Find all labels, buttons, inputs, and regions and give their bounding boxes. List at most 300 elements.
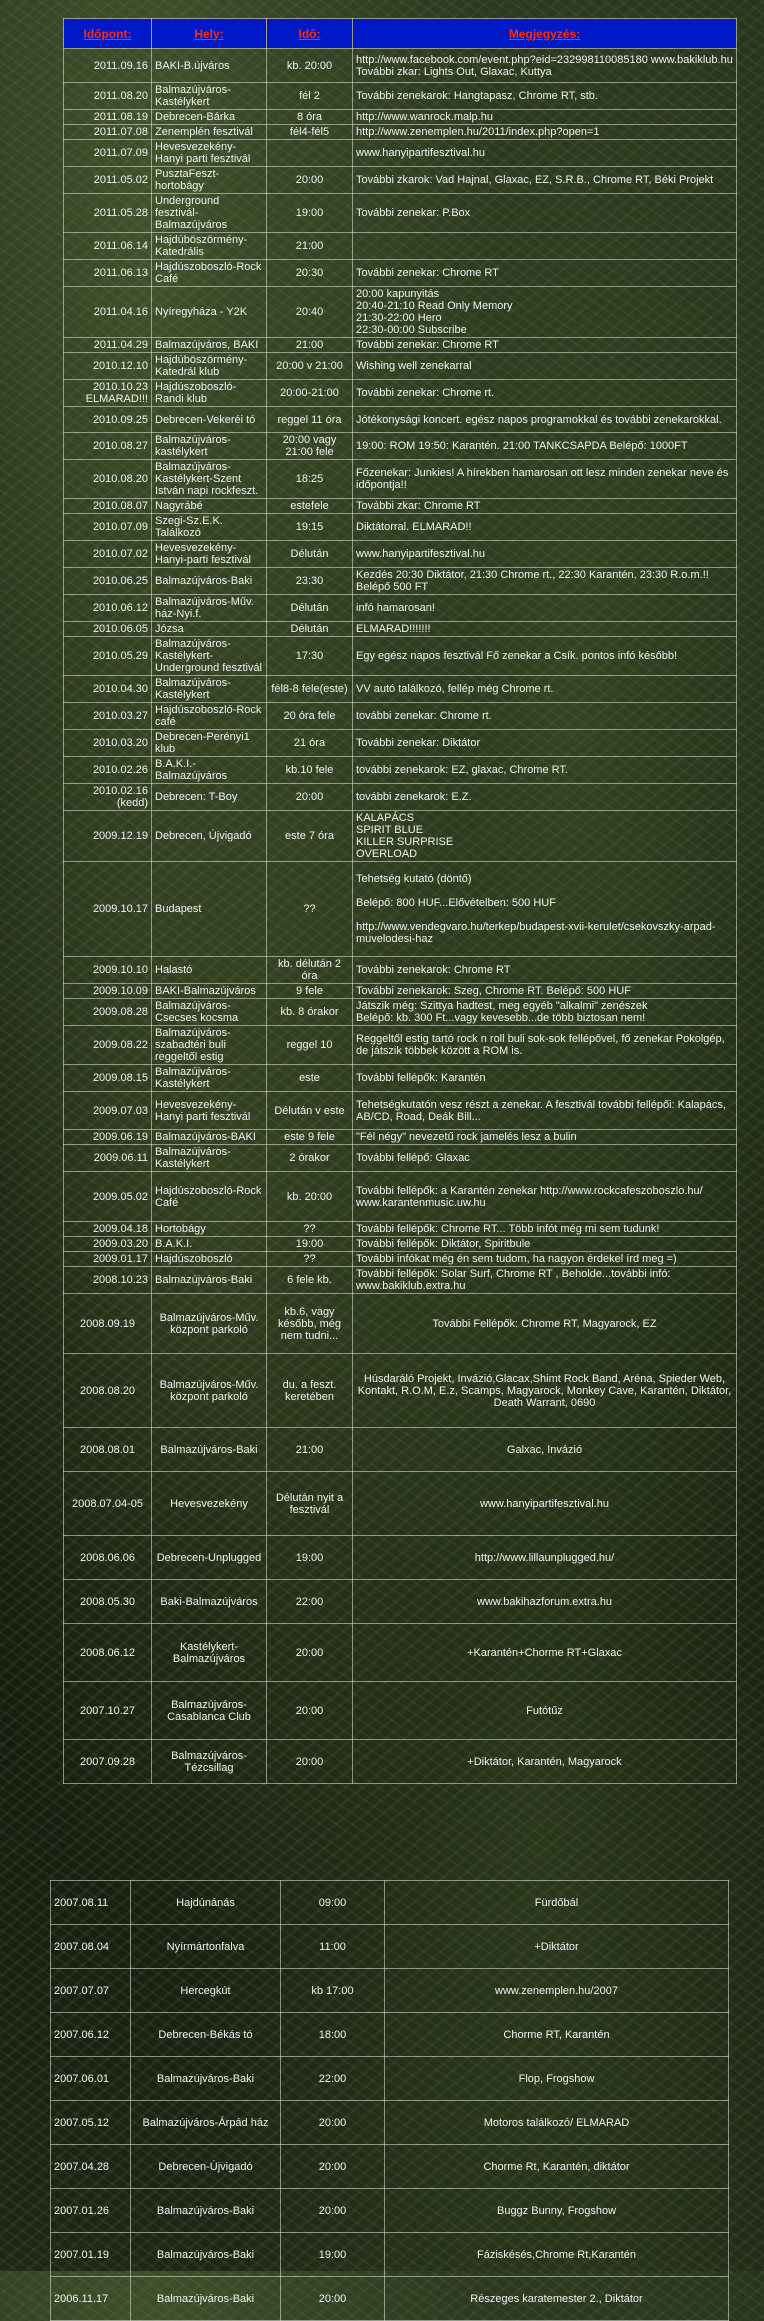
cell-date: 2011.05.02: [64, 167, 152, 194]
cell-place: Hajdúnánás: [131, 1881, 281, 1925]
events-table-wrapper: [63, 18, 736, 1784]
cell-time: 18:00: [281, 2013, 385, 2057]
cell-time: 19:00: [267, 194, 353, 233]
cell-place: Balmazújváros-Kastélykert: [152, 676, 267, 703]
cell-time: Délután: [267, 622, 353, 637]
cell-time: 20:00-21:00: [267, 380, 353, 407]
cell-time: 20:00: [267, 1624, 353, 1682]
table-row: [64, 407, 737, 433]
table-row: [64, 1354, 737, 1428]
cell-date: 2009.12.19: [64, 811, 152, 862]
cell-time: 22:00: [281, 2057, 385, 2101]
cell-time: 20:00: [267, 167, 353, 194]
events-table: [63, 18, 737, 1784]
cell-date: 2009.08.15: [64, 1065, 152, 1092]
cell-place: Balmazújváros-Tézcsillag: [152, 1740, 267, 1784]
table-row: [64, 1092, 737, 1130]
cell-time: 8 óra: [267, 110, 353, 125]
table-row: [64, 1580, 737, 1624]
cell-time: 20:00: [267, 1740, 353, 1784]
cell-note: Fáziskésés,Chrome Rt,Karantén: [385, 2233, 729, 2277]
table-row: [64, 1252, 737, 1267]
cell-date: 2009.05.02: [64, 1172, 152, 1222]
cell-place: Nyírmártonfalva: [131, 1925, 281, 1969]
cell-date: 2009.03.20: [64, 1237, 152, 1252]
cell-place: Nyíregyháza - Y2K: [152, 287, 267, 338]
cell-note: Főzenekar: Junkies! A hírekben hamarosan ott lesz minden zenekar neve és időpontja!!: [353, 460, 737, 499]
cell-note: Chorme RT, Karantén: [385, 2013, 729, 2057]
cell-note: További zenekar: Chrome RT: [353, 338, 737, 353]
table-row: [64, 541, 737, 568]
cell-time: Délután: [267, 541, 353, 568]
cell-note: Flop, Frogshow: [385, 2057, 729, 2101]
cell-place: Debrecen: T-Boy: [152, 784, 267, 811]
cell-place: Hajdúszoboszló-Rock Café: [152, 260, 267, 287]
cell-date: 2008.10.23: [64, 1267, 152, 1294]
cell-time: 20:00: [281, 2189, 385, 2233]
cell-place: Hevesvezekény: [152, 1472, 267, 1536]
cell-date: 2010.08.20: [64, 460, 152, 499]
cell-time: Délután v este: [267, 1092, 353, 1130]
cell-time: Délután nyit a fesztivál: [267, 1472, 353, 1536]
cell-time: kb. 20:00: [267, 1172, 353, 1222]
cell-place: Halastó: [152, 957, 267, 984]
cell-place: Debrecen, Újvigadó: [152, 811, 267, 862]
cell-date: 2011.07.08: [64, 125, 152, 140]
cell-date: 2011.05.28: [64, 194, 152, 233]
cell-note: További fellépők: Chrome RT... Több infót még mi sem tudunk!: [353, 1222, 737, 1237]
cell-date: 2010.09.25: [64, 407, 152, 433]
cell-note: További fellépők: Karantén: [353, 1065, 737, 1092]
table-row: [64, 338, 737, 353]
cell-place: Balmazújváros-Baki: [131, 2057, 281, 2101]
cell-time: ??: [267, 862, 353, 957]
cell-date: 2007.01.26: [51, 2189, 131, 2233]
cell-place: Hajdúböszörmény-Katedrál klub: [152, 353, 267, 380]
cell-time: 22:00: [267, 1580, 353, 1624]
cell-place: Debrecen-Unplugged: [152, 1536, 267, 1580]
cell-place: Kastélykert-Balmazújváros: [152, 1624, 267, 1682]
cell-time: du. a feszt. keretében: [267, 1354, 353, 1428]
cell-place: Zenemplén fesztivál: [152, 125, 267, 140]
cell-note: www.bakihazforum.extra.hu: [353, 1580, 737, 1624]
cell-note: További zenekar: P.Box: [353, 194, 737, 233]
cell-date: 2010.02.26: [64, 757, 152, 784]
table-row: [64, 1145, 737, 1172]
table-row: [64, 287, 737, 338]
cell-place: Balmazújváros-szabadtéri buli reggeltől estig: [152, 1026, 267, 1065]
cell-place: Hajdúszoboszló-Randi klub: [152, 380, 267, 407]
cell-note: További fellépő: Glaxac: [353, 1145, 737, 1172]
events-body-2: [51, 1881, 729, 2321]
cell-note: [353, 233, 737, 260]
cell-place: Balmazújváros-Baki: [152, 568, 267, 595]
cell-place: Balmazújváros-Kastélykert-Underground fesztivál: [152, 637, 267, 676]
cell-note: További Fellépők: Chrome RT, Magyarock, EZ: [353, 1294, 737, 1354]
cell-place: Debrecen-Bárka: [152, 110, 267, 125]
cell-date: 2008.07.04-05: [64, 1472, 152, 1536]
cell-place: Budapest: [152, 862, 267, 957]
cell-time: fél 2: [267, 83, 353, 110]
cell-note: Húsdaráló Projekt, Invázió,Glacax,Shimt Rock Band, Aréna, Spieder Web, Kontakt, R.O.M, E.z, Scamps, Magyarock, Monkey Cave, Karantén, Diktátor, Death Warrant, 0690: [353, 1354, 737, 1428]
cell-place: Balmazújváros-Kastélykert: [152, 83, 267, 110]
cell-date: 2009.08.28: [64, 999, 152, 1026]
cell-place: BAKI-B.újváros: [152, 49, 267, 83]
cell-place: Balmazújváros-Kastélykert: [152, 1065, 267, 1092]
table-row: [51, 2233, 729, 2277]
events-body: [64, 49, 737, 1784]
cell-date: 2010.12.10: [64, 353, 152, 380]
cell-time: 20:00: [267, 784, 353, 811]
table-header-row: [64, 19, 737, 49]
cell-place: Debrecen-Újvigadó: [131, 2145, 281, 2189]
cell-note: további zenekarok: E.Z.: [353, 784, 737, 811]
cell-place: Balmazújváros-BAKI: [152, 1130, 267, 1145]
cell-date: 2010.05.29: [64, 637, 152, 676]
table-row: [64, 568, 737, 595]
cell-time: ??: [267, 1222, 353, 1237]
table-row: [64, 1130, 737, 1145]
table-row: [64, 499, 737, 514]
cell-time: 21:00: [267, 233, 353, 260]
cell-place: Hajdúböszörmény-Katedrális: [152, 233, 267, 260]
table-row: [64, 1536, 737, 1580]
cell-note: http://www.wanrock.malp.hu: [353, 110, 737, 125]
table-row: [64, 1026, 737, 1065]
cell-date: 2007.09.28: [64, 1740, 152, 1784]
events-table-2-wrapper: [50, 1880, 728, 2321]
cell-date: 2009.04.18: [64, 1222, 152, 1237]
cell-place: B.A.K.I.-Balmazújváros: [152, 757, 267, 784]
cell-place: Balmazújváros-Baki: [131, 2189, 281, 2233]
cell-note: +Diktátor, Karantén, Magyarock: [353, 1740, 737, 1784]
cell-date: 2009.10.17: [64, 862, 152, 957]
table-row: [64, 194, 737, 233]
cell-date: 2010.07.09: [64, 514, 152, 541]
table-row: [64, 595, 737, 622]
table-row: [64, 49, 737, 83]
cell-date: 2010.08.27: [64, 433, 152, 460]
table-row: [64, 1740, 737, 1784]
cell-date: 2007.08.04: [51, 1925, 131, 1969]
table-row: [64, 460, 737, 499]
cell-date: 2010.02.16 (kedd): [64, 784, 152, 811]
table-row: [64, 167, 737, 194]
table-row: [64, 83, 737, 110]
cell-time: 20:30: [267, 260, 353, 287]
cell-place: Nagyrábé: [152, 499, 267, 514]
cell-date: 2009.07.03: [64, 1092, 152, 1130]
table-row: [64, 1065, 737, 1092]
table-row: [64, 1472, 737, 1536]
cell-date: 2010.07.02: [64, 541, 152, 568]
cell-time: 19:00: [267, 1536, 353, 1580]
cell-place: Balmazújváros-Kastélykert: [152, 1145, 267, 1172]
table-row: [64, 862, 737, 957]
cell-date: 2011.06.13: [64, 260, 152, 287]
cell-note: http://www.zenemplen.hu/2011/index.php?open=1: [353, 125, 737, 140]
cell-date: 2008.05.30: [64, 1580, 152, 1624]
table-row: [64, 757, 737, 784]
cell-place: Hortobágy: [152, 1222, 267, 1237]
cell-time: [267, 140, 353, 167]
cell-date: 2008.08.20: [64, 1354, 152, 1428]
header-time: Idő:: [267, 19, 353, 49]
cell-time: fél4-fél5: [267, 125, 353, 140]
cell-note: +Karantén+Chorme RT+Glaxac: [353, 1624, 737, 1682]
cell-note: További zenekarok: Chrome RT: [353, 957, 737, 984]
cell-note: További zenekar: Chrome RT: [353, 260, 737, 287]
cell-time: kb. 20:00: [267, 49, 353, 83]
cell-note: Részeges karatemester 2., Diktátor: [385, 2277, 729, 2321]
cell-note: VV autó találkozó, fellép még Chrome rt.: [353, 676, 737, 703]
cell-time: reggel 10: [267, 1026, 353, 1065]
cell-time: 20:40: [267, 287, 353, 338]
cell-place: Balmazújváros-Műv. központ parkoló: [152, 1294, 267, 1354]
table-row: [51, 2277, 729, 2321]
cell-note: Tehetség kutató (döntő) Belépő: 800 HUF...Elővételben: 500 HUF http://www.vendegvaro.hu/terkep/budapest-xvii-kerulet/csekovszky-arpad-muvelodesi-haz: [353, 862, 737, 957]
cell-note: További zenekar: Diktátor: [353, 730, 737, 757]
cell-date: 2007.06.12: [51, 2013, 131, 2057]
cell-time: 20:00: [281, 2145, 385, 2189]
table-row: [51, 2189, 729, 2233]
cell-time: kb. 8 órakor: [267, 999, 353, 1026]
table-row: [64, 637, 737, 676]
cell-place: Debrecen-Perényi1 klub: [152, 730, 267, 757]
cell-place: Hevesvezekény-Hanyi parti fesztivál: [152, 1092, 267, 1130]
table-row: [51, 2057, 729, 2101]
cell-time: este: [267, 1065, 353, 1092]
cell-date: 2010.10.23 ELMARAD!!!: [64, 380, 152, 407]
cell-date: 2010.03.20: [64, 730, 152, 757]
header-place: Hely:: [152, 19, 267, 49]
cell-time: 9 fele: [267, 984, 353, 999]
cell-time: kb. délután 2 óra: [267, 957, 353, 984]
cell-note: Tehetségkutatón vesz részt a zenekar. A fesztivál további fellépői: Kalapács, AB/CD, Road, Deák Bill...: [353, 1092, 737, 1130]
cell-place: Balmazújváros-Csecses kocsma: [152, 999, 267, 1026]
cell-time: estefele: [267, 499, 353, 514]
cell-time: kb.6, vagy később, még nem tudni...: [267, 1294, 353, 1354]
table-row: [64, 125, 737, 140]
cell-date: 2008.06.12: [64, 1624, 152, 1682]
cell-time: fél8-8 fele(este): [267, 676, 353, 703]
table-row: [64, 110, 737, 125]
cell-note: www.hanyipartifesztival.hu: [353, 140, 737, 167]
cell-date: 2009.06.19: [64, 1130, 152, 1145]
cell-time: 19:00: [281, 2233, 385, 2277]
table-row: [64, 622, 737, 637]
table-row: [64, 514, 737, 541]
cell-place: Balmazújváros-Műv. ház-Nyi.f.: [152, 595, 267, 622]
cell-date: 2007.05.12: [51, 2101, 131, 2145]
cell-note: www.hanyipartifesztival.hu: [353, 1472, 737, 1536]
table-row: [64, 233, 737, 260]
cell-date: 2008.08.01: [64, 1428, 152, 1472]
table-row: [51, 2145, 729, 2189]
table-row: [64, 1682, 737, 1740]
cell-time: 11:00: [281, 1925, 385, 1969]
cell-place: Balmazújváros-Baki: [131, 2277, 281, 2321]
cell-note: Wishing well zenekarral: [353, 353, 737, 380]
cell-place: Balmazújváros-Baki: [152, 1428, 267, 1472]
cell-date: 2010.06.05: [64, 622, 152, 637]
cell-note: További zenekarok: Hangtapasz, Chrome RT, stb.: [353, 83, 737, 110]
table-row: [64, 811, 737, 862]
cell-note: További infókat még én sem tudom, ha nagyon érdekel írd meg =): [353, 1252, 737, 1267]
cell-time: 6 fele kb.: [267, 1267, 353, 1294]
cell-note: További fellépők: a Karantén zenekar http://www.rockcafeszoboszlo.hu/ www.karantenmusic.uw.hu: [353, 1172, 737, 1222]
cell-date: 2011.09.16: [64, 49, 152, 83]
table-row: [64, 353, 737, 380]
table-row: [51, 1925, 729, 1969]
table-row: [51, 1881, 729, 1925]
table-row: [64, 260, 737, 287]
cell-note: "Fél négy" nevezetű rock jamelés lesz a bulin: [353, 1130, 737, 1145]
cell-note: infó hamarosan!: [353, 595, 737, 622]
cell-time: 19:00: [267, 1237, 353, 1252]
cell-date: 2007.04.28: [51, 2145, 131, 2189]
cell-date: 2009.10.09: [64, 984, 152, 999]
cell-date: 2007.01.19: [51, 2233, 131, 2277]
cell-date: 2009.01.17: [64, 1252, 152, 1267]
cell-time: 20:00: [267, 1682, 353, 1740]
table-row: [64, 676, 737, 703]
header-date: Időpont:: [64, 19, 152, 49]
table-row: [64, 1428, 737, 1472]
cell-place: Debrecen-Vekeréi tó: [152, 407, 267, 433]
cell-note: További zenekarok: Szeg, Chrome RT. Belépő: 500 HUF: [353, 984, 737, 999]
cell-time: este 7 óra: [267, 811, 353, 862]
cell-time: kb 17:00: [281, 1969, 385, 2013]
table-row: [64, 1222, 737, 1237]
cell-time: 20:00: [281, 2101, 385, 2145]
table-row: [64, 433, 737, 460]
cell-note: http://www.lillaunplugged.hu/: [353, 1536, 737, 1580]
cell-date: 2009.10.10: [64, 957, 152, 984]
cell-place: Hajdúszoboszló: [152, 1252, 267, 1267]
cell-place: Debrecen-Békás tó: [131, 2013, 281, 2057]
cell-place: Balmazújváros-Casablanca Club: [152, 1682, 267, 1740]
table-row: [64, 730, 737, 757]
cell-place: Balmazújváros-kastélykert: [152, 433, 267, 460]
cell-time: 20:00 v 21:00: [267, 353, 353, 380]
cell-date: 2011.04.16: [64, 287, 152, 338]
cell-time: 20:00 vagy 21:00 fele: [267, 433, 353, 460]
cell-date: 2006.11.17: [51, 2277, 131, 2321]
events-table-2: [50, 1880, 729, 2321]
table-row: [64, 1624, 737, 1682]
cell-time: 20:00: [281, 2277, 385, 2321]
cell-date: 2010.08.07: [64, 499, 152, 514]
cell-note: További zenekar: Chrome rt.: [353, 380, 737, 407]
table-row: [64, 380, 737, 407]
table-row: [64, 1172, 737, 1222]
cell-note: További fellépők: Diktátor, Spiritbule: [353, 1237, 737, 1252]
cell-note: ELMARAD!!!!!!!: [353, 622, 737, 637]
cell-note: további zenekar: Chrome rt.: [353, 703, 737, 730]
cell-note: további zenekarok: EZ, glaxac, Chrome RT.: [353, 757, 737, 784]
cell-date: 2011.06.14: [64, 233, 152, 260]
cell-place: Hevesvezekény- Hanyi-parti fesztivál: [152, 541, 267, 568]
cell-time: 21:00: [267, 1428, 353, 1472]
cell-note: Motoros találkozó/ ELMARAD: [385, 2101, 729, 2145]
cell-note: További zkar: Chrome RT: [353, 499, 737, 514]
cell-note: Galxac, Invázió: [353, 1428, 737, 1472]
cell-place: Szegi-Sz.E.K. Találkozó: [152, 514, 267, 541]
cell-time: ??: [267, 1252, 353, 1267]
table-row: [64, 984, 737, 999]
cell-date: 2009.08.22: [64, 1026, 152, 1065]
cell-note: Reggeltől estig tartó rock n roll buli sok-sok fellépővel, fő zenekar Pokolgép, de játszik többek között a ROM is.: [353, 1026, 737, 1065]
cell-date: 2011.04.29: [64, 338, 152, 353]
cell-date: 2010.06.12: [64, 595, 152, 622]
cell-place: Balmazújváros-Baki: [131, 2233, 281, 2277]
cell-date: 2007.06.01: [51, 2057, 131, 2101]
table-row: [51, 2013, 729, 2057]
table-row: [64, 1237, 737, 1252]
cell-place: Balmazújváros-Baki: [152, 1267, 267, 1294]
cell-date: 2008.09.19: [64, 1294, 152, 1354]
cell-note: KALAPÁCS SPIRIT BLUE KILLER SURPRISE OVERLOAD: [353, 811, 737, 862]
cell-note: Játszik még: Szittya hadtest, meg egyéb "alkalmi" zenészek Belépő: kb. 300 Ft...vagy kevesebb...de több biztosan nem!: [353, 999, 737, 1026]
cell-note: 19:00: ROM 19:50: Karantén. 21:00 TANKCSAPDA Belépő: 1000FT: [353, 433, 737, 460]
cell-note: További zkarok: Vad Hajnal, Glaxac, EZ, S.R.B., Chrome RT, Béki Projekt: [353, 167, 737, 194]
cell-time: 23:30: [267, 568, 353, 595]
cell-date: 2011.08.19: [64, 110, 152, 125]
cell-place: Balmazújváros-Árpád ház: [131, 2101, 281, 2145]
cell-time: 19:15: [267, 514, 353, 541]
cell-note: Fürdőbál: [385, 1881, 729, 1925]
cell-note: Chorme Rt, Karantén, diktátor: [385, 2145, 729, 2189]
cell-time: 21 óra: [267, 730, 353, 757]
cell-note: http://www.facebook.com/event.php?eid=232998110085180 www.bakiklub.hu További zkar: Lights Out, Glaxac, Kuttya: [353, 49, 737, 83]
cell-note: Kezdés 20:30 Diktátor, 21:30 Chrome rt., 22:30 Karantén, 23:30 R.o.m.!! Belépő 500 FT: [353, 568, 737, 595]
cell-place: Balmazújváros-Műv. központ parkoló: [152, 1354, 267, 1428]
table-row: [51, 1969, 729, 2013]
cell-time: 20 óra fele: [267, 703, 353, 730]
header-note: Megjegyzés:: [353, 19, 737, 49]
cell-date: 2011.08.20: [64, 83, 152, 110]
cell-date: 2011.07.09: [64, 140, 152, 167]
cell-place: Hercegkút: [131, 1969, 281, 2013]
cell-place: Balmazújváros, BAKI: [152, 338, 267, 353]
cell-place: Józsa: [152, 622, 267, 637]
cell-date: 2007.08.11: [51, 1881, 131, 1925]
cell-place: BAKI-Balmazújváros: [152, 984, 267, 999]
cell-date: 2007.07.07: [51, 1969, 131, 2013]
cell-date: 2010.03.27: [64, 703, 152, 730]
table-row: [64, 1294, 737, 1354]
table-row: [64, 1267, 737, 1294]
cell-time: reggel 11 óra: [267, 407, 353, 433]
cell-note: Jótékonysági koncert. egész napos programokkal és további zenekarokkal.: [353, 407, 737, 433]
cell-place: Hajdúszoboszló-Rock café: [152, 703, 267, 730]
cell-note: Egy egész napos fesztivál Fő zenekar a Csík. pontos infó később!: [353, 637, 737, 676]
cell-time: kb.10 fele: [267, 757, 353, 784]
cell-note: Buggz Bunny, Frogshow: [385, 2189, 729, 2233]
cell-note: Futótűz: [353, 1682, 737, 1740]
cell-place: B.A.K.I.: [152, 1237, 267, 1252]
cell-note: Diktátorral. ELMARAD!!: [353, 514, 737, 541]
table-row: [64, 957, 737, 984]
cell-place: Underground fesztivál-Balmazújváros: [152, 194, 267, 233]
cell-note: +Diktátor: [385, 1925, 729, 1969]
cell-date: 2009.06.11: [64, 1145, 152, 1172]
cell-time: 2 órakor: [267, 1145, 353, 1172]
table-row: [64, 703, 737, 730]
cell-time: 18:25: [267, 460, 353, 499]
cell-time: 21:00: [267, 338, 353, 353]
